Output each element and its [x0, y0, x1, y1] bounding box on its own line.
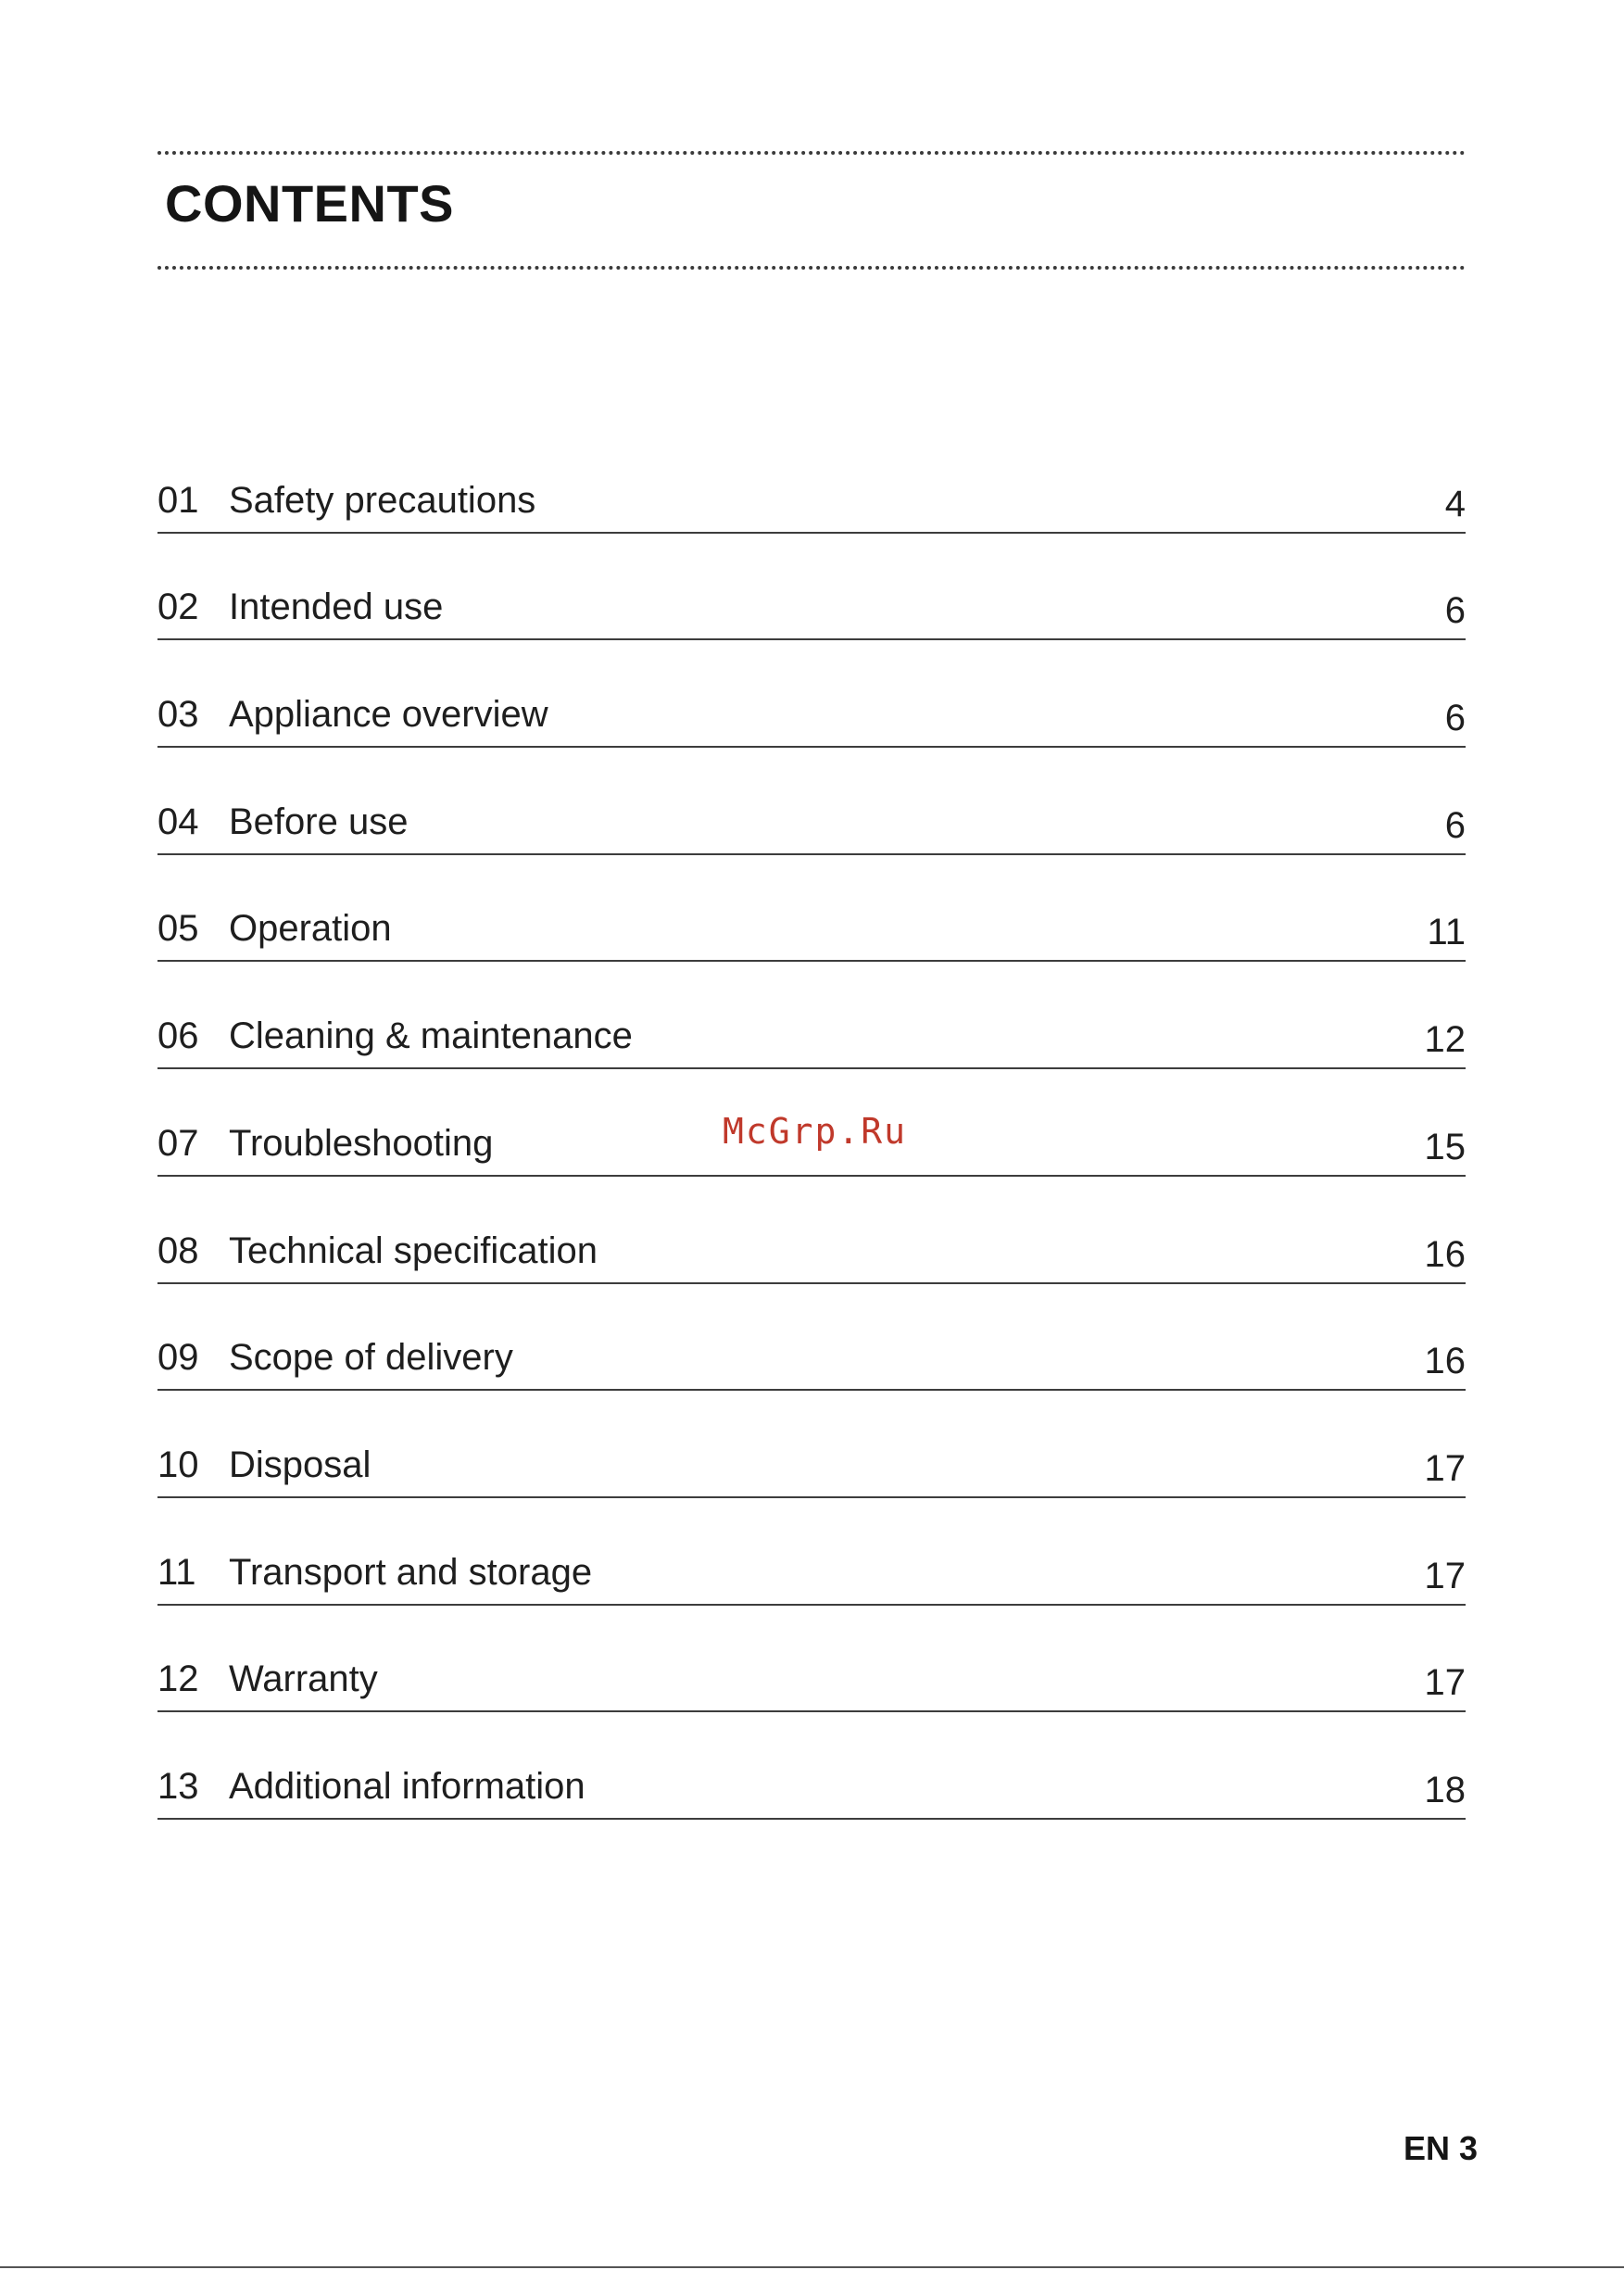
page-bottom-edge — [0, 2266, 1624, 2268]
toc-entry-title: Troubleshooting — [229, 1122, 494, 1164]
toc-entry-title: Disposal — [229, 1444, 371, 1485]
toc-entry-number: 12 — [157, 1658, 199, 1700]
toc-entry-page: 15 — [1424, 1126, 1466, 1167]
toc-entry-page: 17 — [1424, 1555, 1466, 1596]
toc-entry-additional-information[interactable] — [157, 1712, 1466, 1820]
toc-entry-title: Cleaning & maintenance — [229, 1015, 633, 1057]
toc-entry-page: 11 — [1427, 912, 1466, 953]
page-number-footer: EN 3 — [1403, 2129, 1478, 2167]
toc-entry-page: 17 — [1424, 1662, 1466, 1704]
toc-entry-page: 17 — [1424, 1447, 1466, 1489]
toc-entry-page: 4 — [1444, 483, 1466, 524]
toc-entry-number: 11 — [157, 1551, 196, 1593]
toc-entry-page: 6 — [1444, 698, 1466, 739]
toc-entry-number: 13 — [157, 1765, 199, 1807]
toc-entry-appliance-overview[interactable] — [157, 640, 1466, 748]
toc-entry-page: 16 — [1424, 1341, 1466, 1382]
toc-entry-title: Transport and storage — [229, 1551, 593, 1593]
toc-entry-number: 03 — [157, 694, 199, 736]
toc-entry-number: 10 — [157, 1444, 199, 1485]
toc-entry-title: Additional information — [229, 1765, 585, 1807]
toc-entry-title: Intended use — [229, 586, 444, 628]
page-title: CONTENTS — [165, 174, 454, 233]
toc-entry-title: Appliance overview — [229, 694, 548, 736]
toc-entry-title: Technical specification — [229, 1230, 598, 1271]
toc-entry-operation[interactable] — [157, 855, 1466, 963]
toc-entry-intended-use[interactable] — [157, 534, 1466, 641]
toc-entry-title: Safety precautions — [229, 479, 536, 521]
toc-entry-before-use[interactable] — [157, 748, 1466, 855]
toc-entry-page: 12 — [1424, 1019, 1466, 1061]
toc-entry-page: 6 — [1444, 590, 1466, 632]
toc-entry-number: 06 — [157, 1015, 199, 1057]
toc-entry-number: 04 — [157, 801, 199, 842]
toc-entry-transport-storage[interactable] — [157, 1498, 1466, 1606]
toc-entry-title: Warranty — [229, 1658, 378, 1700]
watermark-text: McGrp.Ru — [723, 1111, 908, 1152]
toc-entry-title: Operation — [229, 908, 392, 950]
toc-entry-number: 01 — [157, 479, 199, 521]
toc-entry-title: Scope of delivery — [229, 1337, 513, 1379]
toc-entry-number: 02 — [157, 586, 199, 628]
toc-entry-page: 16 — [1424, 1233, 1466, 1275]
toc-entry-title: Before use — [229, 801, 409, 842]
top-dotted-divider — [157, 151, 1466, 155]
toc-entry-number: 05 — [157, 908, 199, 950]
toc-entry-number: 09 — [157, 1337, 199, 1379]
toc-entry-safety-precautions[interactable] — [157, 426, 1466, 534]
toc-entry-disposal[interactable] — [157, 1391, 1466, 1498]
toc-entry-page: 6 — [1444, 804, 1466, 846]
toc-entry-technical-specification[interactable] — [157, 1177, 1466, 1284]
toc-entry-scope-of-delivery[interactable] — [157, 1284, 1466, 1392]
toc-entry-page: 18 — [1424, 1769, 1466, 1810]
toc-entry-number: 07 — [157, 1122, 199, 1164]
bottom-dotted-divider — [157, 266, 1466, 270]
toc-entry-number: 08 — [157, 1230, 199, 1271]
toc-entry-warranty[interactable] — [157, 1606, 1466, 1713]
toc-entry-cleaning-maintenance[interactable] — [157, 962, 1466, 1069]
